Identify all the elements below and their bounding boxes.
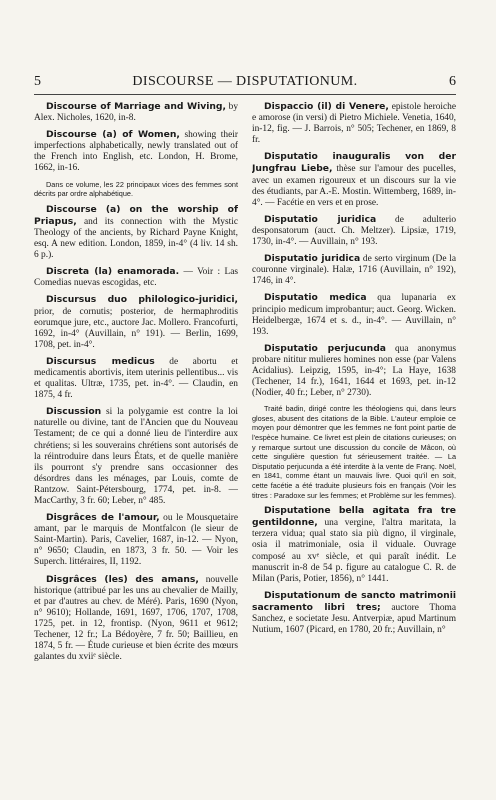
entry-heading: Dispaccio (il) di Venere, bbox=[264, 101, 389, 112]
entry-note: Dans ce volume, les 22 principaux vices des femmes sont décrits par ordre alphabétique. bbox=[34, 179, 238, 199]
bibliography-entry bbox=[252, 590, 456, 636]
entry-body: showing their imperfections alphabetically, newly translated out of the French into English, etc. London, H. Brome, 1662, in-16. bbox=[34, 130, 238, 174]
bibliography-entry bbox=[34, 266, 238, 289]
bibliography-entry bbox=[252, 101, 456, 146]
entry-body: qua anonymus probare nititur mulieres homines non esse (par Valens Acidalius). Leipzig, 1595, in-4°; La Haye, 1638 (Techener, 14 fr.), 1641, 1644 et 1693, pet. in-12 (Nodier, 40 fr.; Leber, n° 2730). bbox=[252, 343, 456, 399]
right-column bbox=[252, 101, 456, 791]
entry-body: nouvelle historique (attribué par les uns au chevalier de Mailly, et par d'autres au chev. de Méré). Paris, 1690 (Nyon, n° 9610); Hollande, 1691, 1697, 1706, 1707, 1708, 1725, pet. in 12, frontisp. (Nyon, 9611 et 9612; Techener, 12 fr.; La Bédoyère, 7 fr. 50; Baillieu, en 1874, 5 fr. — Étude curieuse et bien écrite des mœurs galantes du xviiᵉ siècle. bbox=[34, 574, 238, 663]
bibliography-entry bbox=[252, 253, 456, 287]
bibliography-entry bbox=[34, 129, 238, 174]
entry-heading: Disgrâces de l'amour, bbox=[46, 512, 160, 524]
running-header bbox=[34, 74, 456, 92]
entry-body: si la polygamie est contre la loi naturelle ou divine, tant de l'Ancien que du Nouveau Testament; de ce qui a donné lieu de l'interdire aux chrétiens; si les souverains chrétiens sont autorisés de la réintroduire dans leurs États, et de quelle manière ils pourront s'y prendre sans occasionner des désordres dans les ménages, par Louis, comte de Rantzow. Saint-Pétersbourg, 1774, pet. in-8. — MacCarthy, 3 fr. 60; Leber, n° 485. bbox=[34, 407, 238, 506]
entry-body: auctore Thoma Sanchez, e societate Jesu. Antverpiæ, apud Martinum Nutium, 1607 (Picard, en 1780, 20 fr.; Auvillain, n° bbox=[252, 602, 456, 636]
entry-heading: Discussion bbox=[46, 406, 102, 418]
entry-body: prior, de cornutis; posterior, de hermaphroditis eorumque jure, etc., auctore Jac. Mollero. Francofurti, 1692, in-4° (Auvillain, n° 191). — Berlin, 1699, 1708, pet. in-4°. bbox=[34, 306, 238, 350]
bibliography-entry bbox=[34, 204, 238, 261]
entry-body: de serto virginum (De la couronne virginale). Halæ, 1716 (Auvillain, n° 192), 1746, in 4°. bbox=[252, 254, 456, 287]
entry-heading: Disputationum de sancto matrimonii sacramento libri tres; bbox=[252, 589, 456, 613]
entry-heading: Disputatione bella agitata fra tre gentildonne, bbox=[252, 505, 456, 529]
entry-heading: Disputatio juridica bbox=[264, 253, 361, 265]
entry-body: de abortu et medicamentis abortivis, item uterinis pellentibus... vis et qualitas. Ultræ, 1735, pet. in-4°. — Claudin, en 1875, 4 fr. bbox=[34, 356, 238, 401]
header-rule bbox=[34, 94, 456, 95]
entry-body: epistole heroiche e amorose (in versi) di Pietro Michiele. Venetia, 1640, in-12, fig. — J. Barrois, n° 505; Techener, en 1869, 8 fr. bbox=[252, 102, 456, 146]
entry-heading: Disgrâces (les) des amans, bbox=[46, 573, 199, 585]
entry-body: and its connection with the Mystic Theology of the ancients, by Richard Payne Knight, esq. A new edition. London, 1859, in-4° (4 liv. 14 sh. 6 p.). bbox=[34, 216, 238, 261]
bibliography-entry bbox=[34, 294, 238, 350]
entry-heading: Disputatio juridica bbox=[264, 213, 377, 225]
bibliography-entry bbox=[34, 512, 238, 568]
entry-heading: Discourse (a) of Women, bbox=[46, 129, 180, 141]
entry-note: Traité badin, dirigé contre les théologiens qui, dans leurs gloses, abusent des citations de la Bible. L'auteur emploie ce moyen pour démontrer que les femmes ne font point partie de l'espèce humaine. Ce livret est plein de citations curieuses; on y remarque surtout une discussion du concile de Mâcon, où cette singulière question fut sérieusement traitée. — La Disputatio perjucunda a été interdite à la vente de Franç. Noël, en 1841, comme étant un mauvais livre. Quoi qu'il en soit, cette facétie a été traduite plusieurs fois en français (Voir les titres : Paradoxe sur les femmes; et Problème sur les femmes). bbox=[252, 404, 456, 500]
entry-heading: Disputatio perjucunda bbox=[264, 342, 386, 354]
entry-heading: Discursus duo philologico-juridici, bbox=[46, 294, 238, 306]
entry-body: thèse sur l'amour des pucelles, avec un examen rigoureux et un discours sur la vie des étudiants, par A.-E. Mostin. Wittemberg, 1689, in-4°. — Facétie en vers et en prose. bbox=[252, 164, 456, 208]
entry-heading: Disputatio medica bbox=[264, 292, 367, 304]
bibliography-entry bbox=[252, 343, 456, 399]
page-number-right: 6 bbox=[448, 74, 456, 89]
entry-body: qua lupanaria ex principio medicum improbantur; auct. Georg. Wicken. Heidelbergæ, 1674 et s. d., in-4°. — Auvillain, n° 193. bbox=[252, 293, 456, 337]
entry-heading: Discreta (la) enamorada. bbox=[46, 266, 180, 278]
entry-heading: Discourse (a) on the worship of Priapus, bbox=[34, 203, 238, 227]
left-column bbox=[34, 101, 238, 791]
entry-body: de adulterio desponsatorum (auct. Ch. Meltzer). Lipsiæ, 1719, 1730, in-4°. — Auvillain, n° 193. bbox=[252, 214, 456, 248]
entry-heading: Disputatio inauguralis von der Jungfrau Liebe, bbox=[252, 151, 456, 175]
entry-body: by Alex. Nicholes, 1620, in-8. bbox=[34, 102, 238, 124]
entry-heading: Discourse of Marriage and Wiving, bbox=[46, 101, 226, 112]
page-body bbox=[34, 101, 456, 791]
running-title: DISCOURSE — DISPUTATIONUM. bbox=[132, 74, 358, 89]
entry-heading: Discursus medicus bbox=[46, 355, 155, 367]
bibliography-entry bbox=[252, 292, 456, 337]
bibliography-entry bbox=[34, 356, 238, 401]
entry-body: ou le Mousquetaire amant, par le marquis de Montfalcon (le sieur de Saint-Martin). Paris, Cavelier, 1687, in-12. — Nyon, n° 9650; Claudin, en 1873, 3 fr. 50. — Voir les Superch. littéraires, II, 1192. bbox=[34, 513, 238, 568]
entry-body: una vergine, l'altra maritata, la terzera vidua; qual stato sia più digno, il virginale, osia il matrimoniale, osia il viduale. Ouvrage composé au xvᵉ siècle, et qui paraît inédit. Le manuscrit in-8 de 54 p. figure au catalogue C. R. de Milan (Paris, Potier, 1856), n° 1441. bbox=[252, 518, 456, 584]
entry-body: — Voir : Las Comedias nuevas escogidas, etc. bbox=[34, 267, 238, 289]
page-number-left: 5 bbox=[34, 74, 41, 89]
bibliography-entry bbox=[34, 574, 238, 664]
bibliography-entry bbox=[34, 406, 238, 507]
bibliography-entry bbox=[252, 151, 456, 208]
bibliography-entry bbox=[34, 101, 238, 124]
bibliography-entry bbox=[252, 505, 456, 585]
bibliography-entry bbox=[252, 214, 456, 248]
